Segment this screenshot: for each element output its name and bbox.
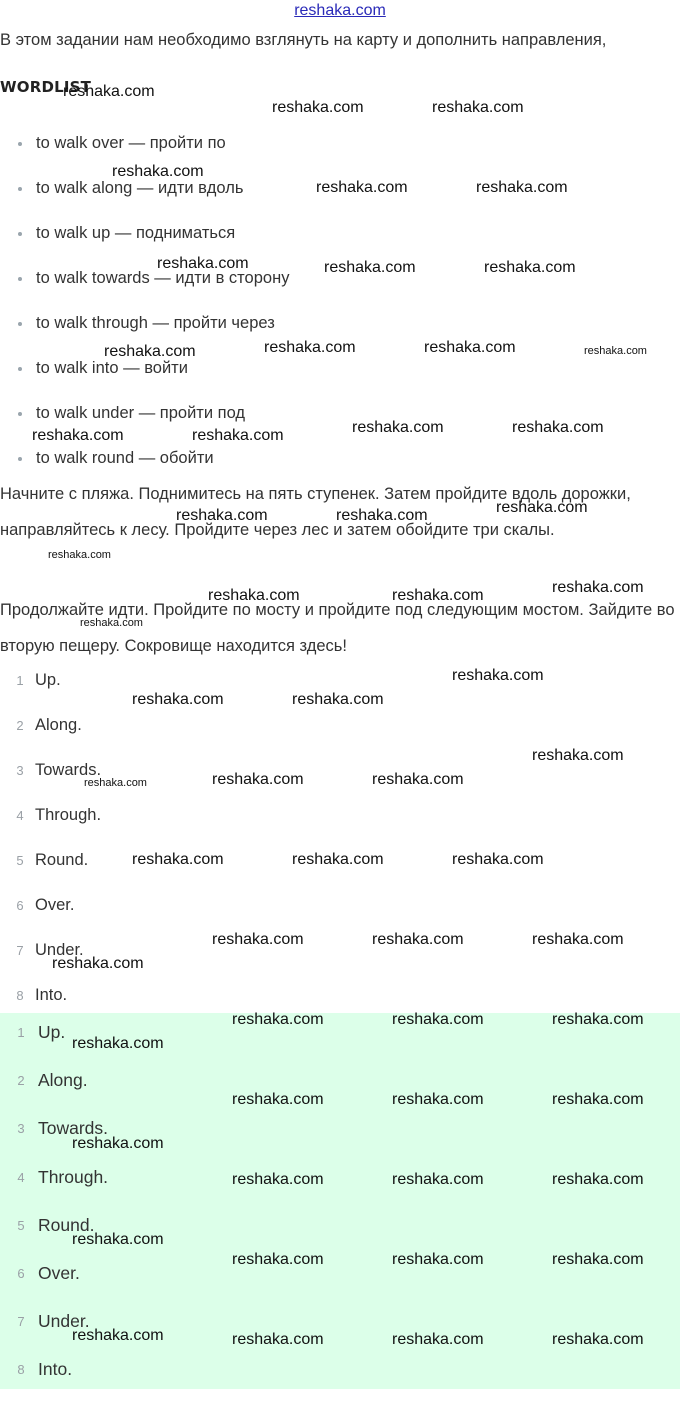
watermark-text: reshaka.com	[292, 851, 384, 868]
wordlist-item-text: to walk towards — идти в сторону	[36, 269, 290, 287]
answer-number: 2	[16, 718, 24, 733]
intro-text: В этом задании нам необходимо взглянуть на карту и дополнить направления,	[0, 31, 607, 49]
answer-text: Towards.	[35, 761, 102, 779]
watermark-text: reshaka.com	[232, 1251, 324, 1268]
watermark-text: reshaka.com	[532, 931, 624, 948]
wordlist-item	[0, 175, 289, 220]
answer-item	[0, 710, 101, 755]
watermark-text: reshaka.com	[132, 851, 224, 868]
watermark-text: reshaka.com	[72, 1327, 164, 1344]
watermark-text: reshaka.com	[132, 691, 224, 708]
watermark-text: reshaka.com	[272, 99, 364, 116]
answer-text: Into.	[38, 1359, 73, 1380]
answer-number: 3	[17, 1121, 25, 1137]
answer-number: 8	[17, 1362, 25, 1378]
answer-number: 1	[17, 1025, 25, 1040]
answer-text: Over.	[38, 1262, 80, 1283]
watermark-text: reshaka.com	[232, 1011, 324, 1028]
watermark-text: reshaka.com	[232, 1171, 324, 1188]
watermark-text: reshaka.com	[63, 83, 155, 100]
answer-number: 5	[17, 1217, 25, 1233]
watermark-text: reshaka.com	[392, 1331, 484, 1348]
answer-item	[0, 665, 101, 710]
directions-paragraph-2: Продолжайте идти. Пройдите по мосту и пройдите под следующим мостом. Зайдите во вторую пещеру. Сокровище находится здесь!	[0, 601, 675, 655]
watermark-text: reshaka.com	[552, 1331, 644, 1348]
watermark-text: reshaka.com	[336, 507, 428, 524]
watermark-text: reshaka.com	[452, 851, 544, 868]
watermark-text: reshaka.com	[192, 427, 284, 444]
bullet-icon	[18, 187, 22, 191]
watermark-text: reshaka.com	[208, 587, 300, 604]
watermark-text: reshaka.com	[392, 1171, 484, 1188]
watermark-text: reshaka.com	[52, 955, 144, 972]
watermark-text: reshaka.com	[432, 99, 524, 116]
answer-item	[0, 890, 101, 935]
answer-item	[0, 800, 101, 845]
watermark-text: reshaka.com	[552, 1251, 644, 1268]
wordlist-item-text: to walk into — войти	[36, 359, 188, 377]
watermark-text: reshaka.com	[324, 259, 416, 276]
site-header-link[interactable]: reshaka.com	[294, 2, 386, 19]
answer-number: 1	[16, 673, 24, 688]
wordlist-heading: WORDLIST	[0, 78, 92, 96]
answer-number: 2	[17, 1073, 25, 1089]
bullet-icon	[18, 142, 22, 146]
watermark-text: reshaka.com	[392, 1011, 484, 1028]
watermark-text: reshaka.com	[104, 343, 196, 360]
answer-text: Under.	[35, 941, 84, 959]
bullet-icon	[18, 457, 22, 461]
answer-text: Along.	[38, 1070, 88, 1091]
watermark-text: reshaka.com	[212, 931, 304, 948]
watermark-text: reshaka.com	[232, 1091, 324, 1108]
bullet-icon	[18, 367, 22, 371]
watermark-text: reshaka.com	[372, 931, 464, 948]
watermark-text: reshaka.com	[552, 1011, 644, 1028]
watermark-text: reshaka.com	[552, 1171, 644, 1188]
watermark-text: reshaka.com	[72, 1035, 164, 1052]
answer-text: Round.	[35, 851, 89, 869]
watermark-text: reshaka.com	[48, 549, 111, 561]
watermark-text: reshaka.com	[484, 259, 576, 276]
answer-number: 4	[17, 1169, 25, 1185]
bullet-icon	[18, 322, 22, 326]
highlighted-answer-item	[0, 1065, 108, 1113]
answer-text: Up.	[35, 671, 61, 689]
bullet-icon	[18, 277, 22, 281]
watermark-text: reshaka.com	[232, 1331, 324, 1348]
wordlist-item-text: to walk up — подниматься	[36, 224, 236, 242]
watermark-text: reshaka.com	[372, 771, 464, 788]
watermark-text: reshaka.com	[316, 179, 408, 196]
wordlist-item-text: to walk under — пройти под	[36, 404, 246, 422]
highlighted-answer-item	[0, 1162, 108, 1210]
watermark-text: reshaka.com	[157, 255, 249, 272]
watermark-text: reshaka.com	[552, 1091, 644, 1108]
directions-paragraph-1: Начните с пляжа. Поднимитесь на пять ступенек. Затем пройдите вдоль дорожки, направляйтесь к лесу. Пройдите через лес и затем обойдите три скалы.	[0, 485, 631, 539]
wordlist-item-text: to walk over — пройти по	[36, 134, 226, 152]
watermark-text: reshaka.com	[512, 419, 604, 436]
bullet-icon	[18, 232, 22, 236]
watermark-text: reshaka.com	[32, 427, 124, 444]
watermark-text: reshaka.com	[392, 1091, 484, 1108]
watermark-text: reshaka.com	[392, 587, 484, 604]
watermark-text: reshaka.com	[584, 345, 647, 357]
watermark-text: reshaka.com	[176, 507, 268, 524]
answer-text: Up.	[38, 1022, 66, 1042]
watermark-text: reshaka.com	[72, 1231, 164, 1248]
answer-number: 3	[16, 763, 24, 778]
answer-text: Under.	[38, 1311, 90, 1332]
wordlist-item-text: to walk round — обойти	[36, 449, 214, 467]
answer-item	[0, 845, 101, 890]
watermark-text: reshaka.com	[352, 419, 444, 436]
watermark-text: reshaka.com	[84, 777, 147, 789]
wordlist-item	[0, 355, 289, 400]
answer-number: 4	[16, 808, 24, 823]
watermark-text: reshaka.com	[80, 617, 143, 629]
answer-text: Into.	[35, 986, 68, 1004]
highlighted-answer-item	[0, 1354, 108, 1402]
watermark-text: reshaka.com	[424, 339, 516, 356]
answer-number: 6	[17, 1265, 25, 1281]
watermark-text: reshaka.com	[264, 339, 356, 356]
watermark-text: reshaka.com	[72, 1135, 164, 1152]
answer-number: 5	[16, 853, 24, 868]
answer-text: Towards.	[38, 1118, 109, 1139]
watermark-text: reshaka.com	[476, 179, 568, 196]
watermark-text: reshaka.com	[212, 771, 304, 788]
watermark-text: reshaka.com	[112, 163, 204, 180]
watermark-text: reshaka.com	[552, 579, 644, 596]
answer-text: Along.	[35, 716, 82, 734]
answer-number: 7	[16, 943, 24, 958]
answer-text: Over.	[35, 896, 75, 914]
answer-number: 8	[16, 988, 24, 1003]
bullet-icon	[18, 412, 22, 416]
highlighted-answer-item	[0, 1258, 108, 1306]
watermark-text: reshaka.com	[452, 667, 544, 684]
watermark-text: reshaka.com	[392, 1251, 484, 1268]
watermark-text: reshaka.com	[532, 747, 624, 764]
answer-text: Round.	[38, 1214, 95, 1235]
watermark-text: reshaka.com	[496, 499, 588, 516]
answer-text: Through.	[38, 1166, 109, 1187]
answer-text: Through.	[35, 806, 102, 824]
watermark-text: reshaka.com	[292, 691, 384, 708]
answer-number: 6	[16, 898, 24, 913]
wordlist-item-text: to walk through — пройти через	[36, 314, 275, 332]
answer-number: 7	[17, 1314, 25, 1330]
wordlist-item-text: to walk along — идти вдоль	[36, 179, 244, 197]
